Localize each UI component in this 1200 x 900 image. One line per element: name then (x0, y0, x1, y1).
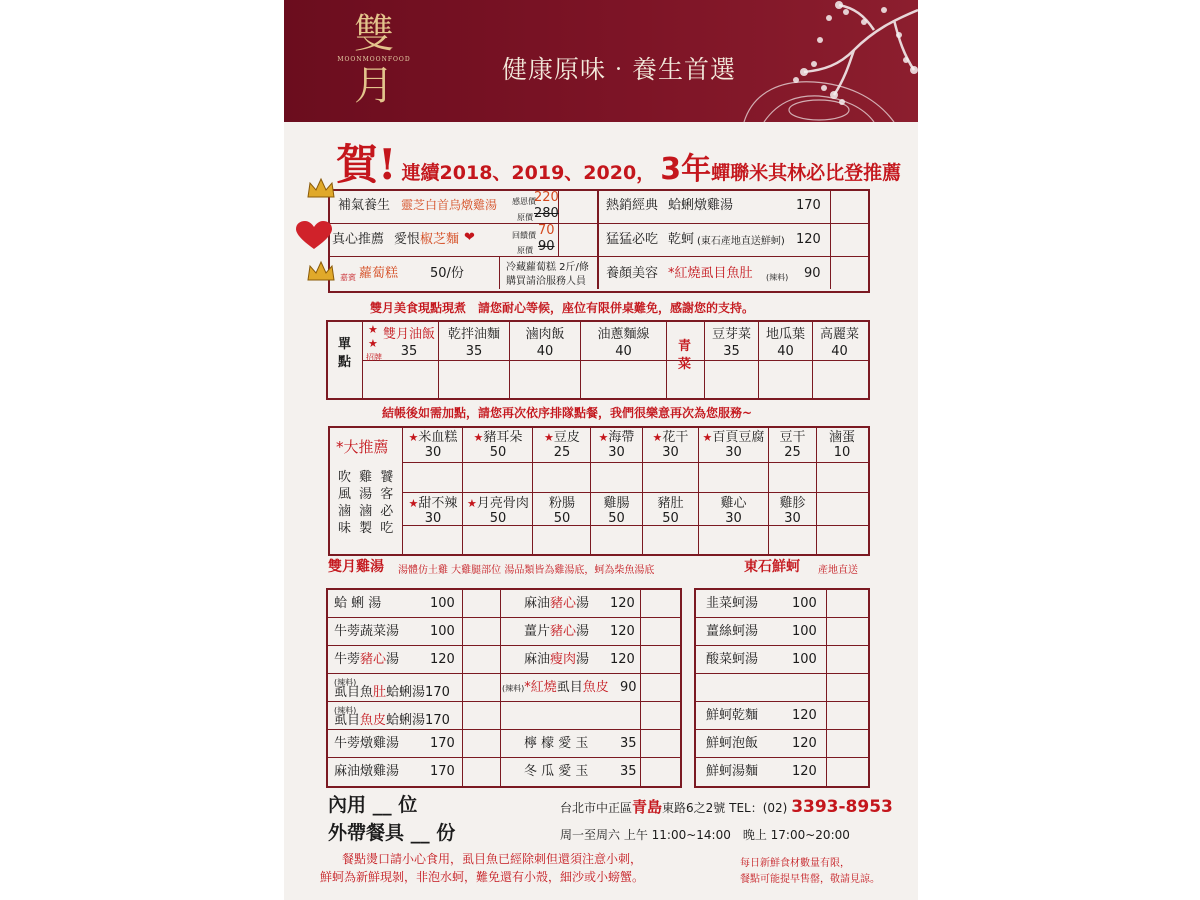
soup-name: 冬 瓜 愛 玉 (524, 764, 589, 779)
congrats-years: 連續2018、2019、2020， (401, 162, 656, 184)
side-item-name: 豬耳朵 (483, 430, 523, 445)
soup-hline (326, 617, 680, 618)
soup-name-part: *紅燒 (524, 680, 557, 695)
header-banner (284, 0, 918, 122)
side-item-name: 豆皮 (553, 430, 580, 445)
soup-price: 100 (430, 624, 455, 639)
logo-char-2: 月 (354, 63, 394, 109)
soup-price: 35 (620, 764, 637, 779)
notice-1: 雙月美食現點現煮 請您耐心等候，座位有限併桌難免，感謝您的支持。 (370, 301, 755, 315)
soup-price: 170 (425, 713, 450, 728)
oyster-name: 韭菜蚵湯 (706, 596, 759, 611)
side-item-price: 30 (725, 511, 742, 526)
oyster-price: 100 (792, 624, 817, 639)
side-item-price: 50 (489, 511, 507, 526)
soup-price: 170 (430, 736, 455, 751)
single-item-name: 雙月油飯 (382, 327, 435, 342)
soup-name: 蛤 蜊 湯 (334, 596, 382, 611)
star-icon: ★ (368, 323, 378, 336)
soup-hline (694, 701, 868, 702)
limit-note-1: 每日新鮮食材數量有限， (740, 858, 850, 869)
feat-name: *紅燒虱目魚肚 (668, 266, 753, 281)
side-item-price: 30 (784, 511, 801, 526)
soup-tag: (辣料) (502, 684, 525, 693)
side-item: ★百頁豆腐 30 (702, 430, 765, 460)
side-poem-line: 味 製 吃 (338, 521, 396, 536)
feat-note: 購買請洽服務人員 (506, 276, 586, 287)
soup-price: 120 (610, 596, 635, 611)
crown-icon (306, 177, 336, 199)
star-icon: ★ (368, 337, 378, 350)
soup-title: 雙月雞湯 (328, 559, 384, 575)
soup-price: 120 (610, 652, 635, 667)
feat-tag: 嘉賓 (340, 273, 356, 282)
takeout-count: 外帶餐具 __ 份 (328, 822, 456, 844)
feat-label: 熱銷經典 (606, 198, 659, 213)
side-item-name: 雞胗 (779, 496, 806, 511)
soup-price: 120 (430, 652, 455, 667)
side-hline (402, 492, 868, 493)
congrats-rest: 蟬聯米其林必比登推薦 (711, 162, 902, 184)
single-vline (362, 320, 363, 398)
feat-name: 蘿蔔糕 (359, 266, 399, 281)
soup-name: 牛蒡蔬菜湯 (334, 624, 400, 639)
soup-hline (694, 757, 868, 758)
feat-price: 90 (804, 266, 821, 281)
feat-label: 猛猛必吃 (606, 232, 659, 247)
side-item-price: 50 (553, 511, 571, 526)
single-item-price: 40 (536, 344, 554, 359)
menu-sheet (284, 0, 918, 900)
feat-label: 真心推薦 (332, 232, 385, 247)
side-item-price: 30 (725, 445, 742, 460)
soup-name (334, 713, 450, 728)
side-item-price: 25 (553, 445, 571, 460)
soup-name-part: 豬心 (360, 652, 387, 667)
logo (334, 12, 414, 109)
side-hline (402, 462, 868, 463)
oyster-price: 100 (792, 652, 817, 667)
hours: 周一至周六 上午 11:00~14:00 晚上 17:00~20:00 (560, 828, 850, 842)
single-item-name: 滷肉飯 (525, 327, 565, 342)
soup-name-part: 肚 (373, 685, 387, 700)
address-part: 青島 (632, 798, 663, 816)
soup-hline (694, 645, 868, 646)
feat-label: 補氣養生 (338, 198, 391, 213)
side-item-price: 10 (833, 445, 851, 460)
soup-hline (326, 673, 680, 674)
soup-hline (694, 617, 868, 618)
side-item-price: 30 (424, 445, 442, 460)
side-item: ★花干 30 (652, 430, 689, 460)
side-item (769, 496, 816, 526)
soup-name-part: 魚皮 (360, 713, 387, 728)
soup-name: 麻油燉雞湯 (334, 764, 400, 779)
blossom-tree-decoration (724, 0, 918, 122)
soup-price: 90 (620, 680, 637, 695)
soup-hline (326, 645, 680, 646)
promo-price: 70 (538, 223, 555, 238)
side-item: ★豆皮 25 (544, 430, 580, 460)
logo-char-1: 雙 (354, 11, 394, 57)
side-item-name: 豆干 (779, 430, 806, 445)
warning-1: 餐點燙口請小心食用，虱目魚已經除刺但還須注意小刺， (342, 852, 643, 866)
veg-label: 青菜 (678, 339, 692, 372)
soup-name-part: 薑片 (524, 624, 551, 639)
promo-label: 感恩價 (512, 197, 536, 206)
feat-name: 靈芝白首烏燉雞湯 (401, 198, 498, 212)
side-vline (532, 426, 533, 554)
orig-label: 原價 (517, 246, 533, 255)
congrats-excl: ! (378, 140, 397, 189)
side-vline (402, 426, 403, 554)
soup-name (524, 624, 589, 639)
soup-name-part: 湯 (576, 596, 590, 611)
side-poem-line: 吹 雞 饕 (338, 470, 396, 485)
feat-price: 50/份 (430, 266, 464, 281)
soup-name: 牛蒡燉雞湯 (334, 736, 400, 751)
soup-hline (326, 701, 680, 702)
oyster-title: 東石鮮蚵 (744, 559, 800, 575)
soup-name-part: 瘦肉 (550, 652, 577, 667)
side-item (591, 496, 642, 526)
side-item-name: 雞腸 (603, 496, 630, 511)
veg-item-price: 40 (777, 344, 794, 359)
side-item-price: 50 (489, 445, 507, 460)
soup-name-part: 虱目 (556, 680, 583, 695)
feat-label: 養顏美容 (606, 266, 659, 281)
side-item-name: 百頁豆腐 (712, 430, 765, 445)
soup-name (524, 596, 589, 611)
feat-price: 120 (796, 232, 821, 247)
side-item-name: 米血糕 (418, 430, 458, 445)
logo-sub: MOONMOONFOOD (337, 56, 411, 63)
side-item (534, 496, 590, 526)
feat-note: 冷藏蘿蔔糕 2斤/條 (506, 262, 589, 273)
side-label: *大推薦 (336, 438, 389, 456)
soup-tag: (辣料) (334, 678, 357, 687)
side-vline (462, 426, 463, 554)
single-item-name: 油蔥麵線 (597, 327, 650, 342)
single-item-price: 35 (400, 344, 418, 359)
side-item-price: 25 (784, 445, 801, 460)
feat-name: 蛤蜊燉雞湯 (668, 198, 734, 213)
side-item-name: 豬肚 (657, 496, 684, 511)
featured-vline (558, 223, 559, 256)
congrats-heading (336, 132, 901, 192)
soup-hline (694, 729, 868, 730)
oyster-price: 120 (792, 764, 817, 779)
side-item: ★米血糕 30 (408, 430, 458, 460)
address (560, 797, 893, 817)
soup-name-part: 牛蒡 (334, 652, 361, 667)
soup-name-part: 蛤蜊湯 (386, 685, 426, 700)
side-poem-line: 風 湯 客 (338, 487, 396, 502)
soup-name-part: 豬心 (550, 596, 577, 611)
oyster-price: 120 (792, 736, 817, 751)
soup-price: 35 (620, 736, 637, 751)
featured-vline (597, 189, 599, 289)
congrats-three: 3年 (660, 152, 712, 187)
soup-name (524, 652, 589, 667)
orig-label: 原價 (517, 213, 533, 222)
promo-label: 回饋價 (512, 231, 536, 240)
side-item: ★月亮骨肉 50 (467, 496, 529, 526)
address-part: 台北市中正區 (560, 801, 633, 815)
feat-note: (辣料) (766, 273, 789, 282)
single-item-price: 40 (615, 344, 632, 359)
side-item (643, 496, 698, 526)
veg-item-name: 高麗菜 (819, 327, 859, 342)
side-item (699, 496, 768, 526)
congrats-he: 賀 (336, 140, 379, 189)
oyster-name: 薑絲蚵湯 (706, 624, 759, 639)
side-item-price: 50 (608, 511, 625, 526)
featured-vline (499, 256, 500, 289)
soup-name-part: 麻油 (524, 652, 551, 667)
soup-table-right (694, 588, 870, 788)
soup-price: 170 (425, 685, 450, 700)
orig-price: 90 (538, 239, 555, 254)
side-item-name: 月亮骨肉 (476, 496, 529, 511)
promo-price: 220 (534, 190, 559, 205)
phone: 3393-8953 (791, 797, 893, 817)
veg-item-price: 40 (831, 344, 848, 359)
side-item: ★海帶 30 (598, 430, 635, 460)
soup-name-part: 湯 (386, 652, 400, 667)
soup-name-part: 湯 (576, 624, 590, 639)
notice-2: 結帳後如需加點，請您再次依序排隊點餐，我們很樂意再次為您服務~ (382, 406, 753, 420)
soup-name (334, 685, 450, 700)
soup-price: 120 (610, 624, 635, 639)
soup-note: 湯體仿土雞 大雞腿部位 湯品類皆為雞湯底，蚵為柴魚湯底 (398, 565, 655, 576)
soup-name-part: 虱目 (334, 713, 361, 728)
soup-name-part: 麻油 (524, 596, 551, 611)
single-item-name: 乾拌油麵 (447, 327, 500, 342)
soup-hline (326, 757, 680, 758)
warning-2: 鮮蚵為新鮮現剝，非泡水蚵，難免還有小殼，細沙或小螃蟹。 (320, 870, 645, 884)
side-item-name: 花干 (662, 430, 689, 445)
veg-item-name: 地瓜葉 (765, 327, 805, 342)
oyster-name: 酸菜蚵湯 (706, 652, 759, 667)
oyster-name: 鮮蚵乾麵 (706, 708, 759, 723)
side-item (769, 430, 816, 460)
soup-tag: (辣料) (334, 706, 357, 715)
oyster-name: 鮮蚵湯麵 (706, 764, 759, 779)
side-item: ★甜不辣 30 (408, 496, 458, 526)
chili-icon: ❤ (464, 230, 475, 245)
side-item-name: 甜不辣 (418, 496, 458, 511)
soup-name-part: 湯 (576, 652, 590, 667)
soup-price: 170 (430, 764, 455, 779)
soup-hline (694, 673, 868, 674)
oyster-price: 120 (792, 708, 817, 723)
soup-price: 100 (430, 596, 455, 611)
single-tag: 招牌 (366, 353, 382, 362)
soup-name-part: 魚皮 (582, 680, 609, 695)
side-item-name: 粉腸 (548, 496, 575, 511)
side-item: ★豬耳朵 50 (473, 430, 523, 460)
orig-price: 280 (534, 206, 559, 221)
feat-price: 170 (796, 198, 821, 213)
slogan: 健康原味‧養生首選 (502, 55, 737, 84)
feat-note: (東石產地直送鮮蚵) (697, 236, 785, 247)
side-poem-line: 滷 滷 必 (338, 504, 396, 519)
feat-name: 椒芝麵 (420, 232, 460, 247)
heart-icon (296, 221, 332, 251)
soup-name-part: 豬心 (550, 624, 577, 639)
veg-item-name: 豆芽菜 (711, 327, 751, 342)
side-item-name: 滷蛋 (828, 430, 855, 445)
single-vline (666, 320, 667, 398)
oyster-origin: 產地直送 (818, 565, 858, 576)
feat-name: 乾蚵 (668, 232, 695, 247)
oyster-name: 鮮蚵泡飯 (706, 736, 759, 751)
side-item-price: 30 (424, 511, 442, 526)
veg-item-price: 35 (723, 344, 740, 359)
oyster-price: 100 (792, 596, 817, 611)
side-item-price: 30 (662, 445, 679, 460)
soup-name-part: 蛤蜊湯 (386, 713, 426, 728)
single-item-price: 35 (465, 344, 483, 359)
single-label: 單點 (338, 337, 352, 370)
side-item-price: 50 (662, 511, 679, 526)
side-item-name: 雞心 (720, 496, 747, 511)
feat-name: 愛恨 (394, 232, 421, 247)
soup-name: 檸 檬 愛 玉 (524, 736, 589, 751)
soup-hline (326, 729, 680, 730)
limit-note-2: 餐點可能提早售罄，敬請見諒。 (740, 874, 880, 885)
address-part: 東路6之2號 TEL：(02) (662, 801, 788, 815)
side-item (817, 430, 867, 460)
soup-name (502, 680, 609, 696)
featured-vline (830, 189, 831, 289)
side-item-price: 30 (608, 445, 625, 460)
dine-in-count: 內用 __ 位 (328, 794, 418, 816)
crown-icon (306, 260, 336, 282)
soup-name-part: 虱目魚 (334, 685, 374, 700)
soup-name (334, 652, 399, 667)
side-item-name: 海帶 (608, 430, 635, 445)
